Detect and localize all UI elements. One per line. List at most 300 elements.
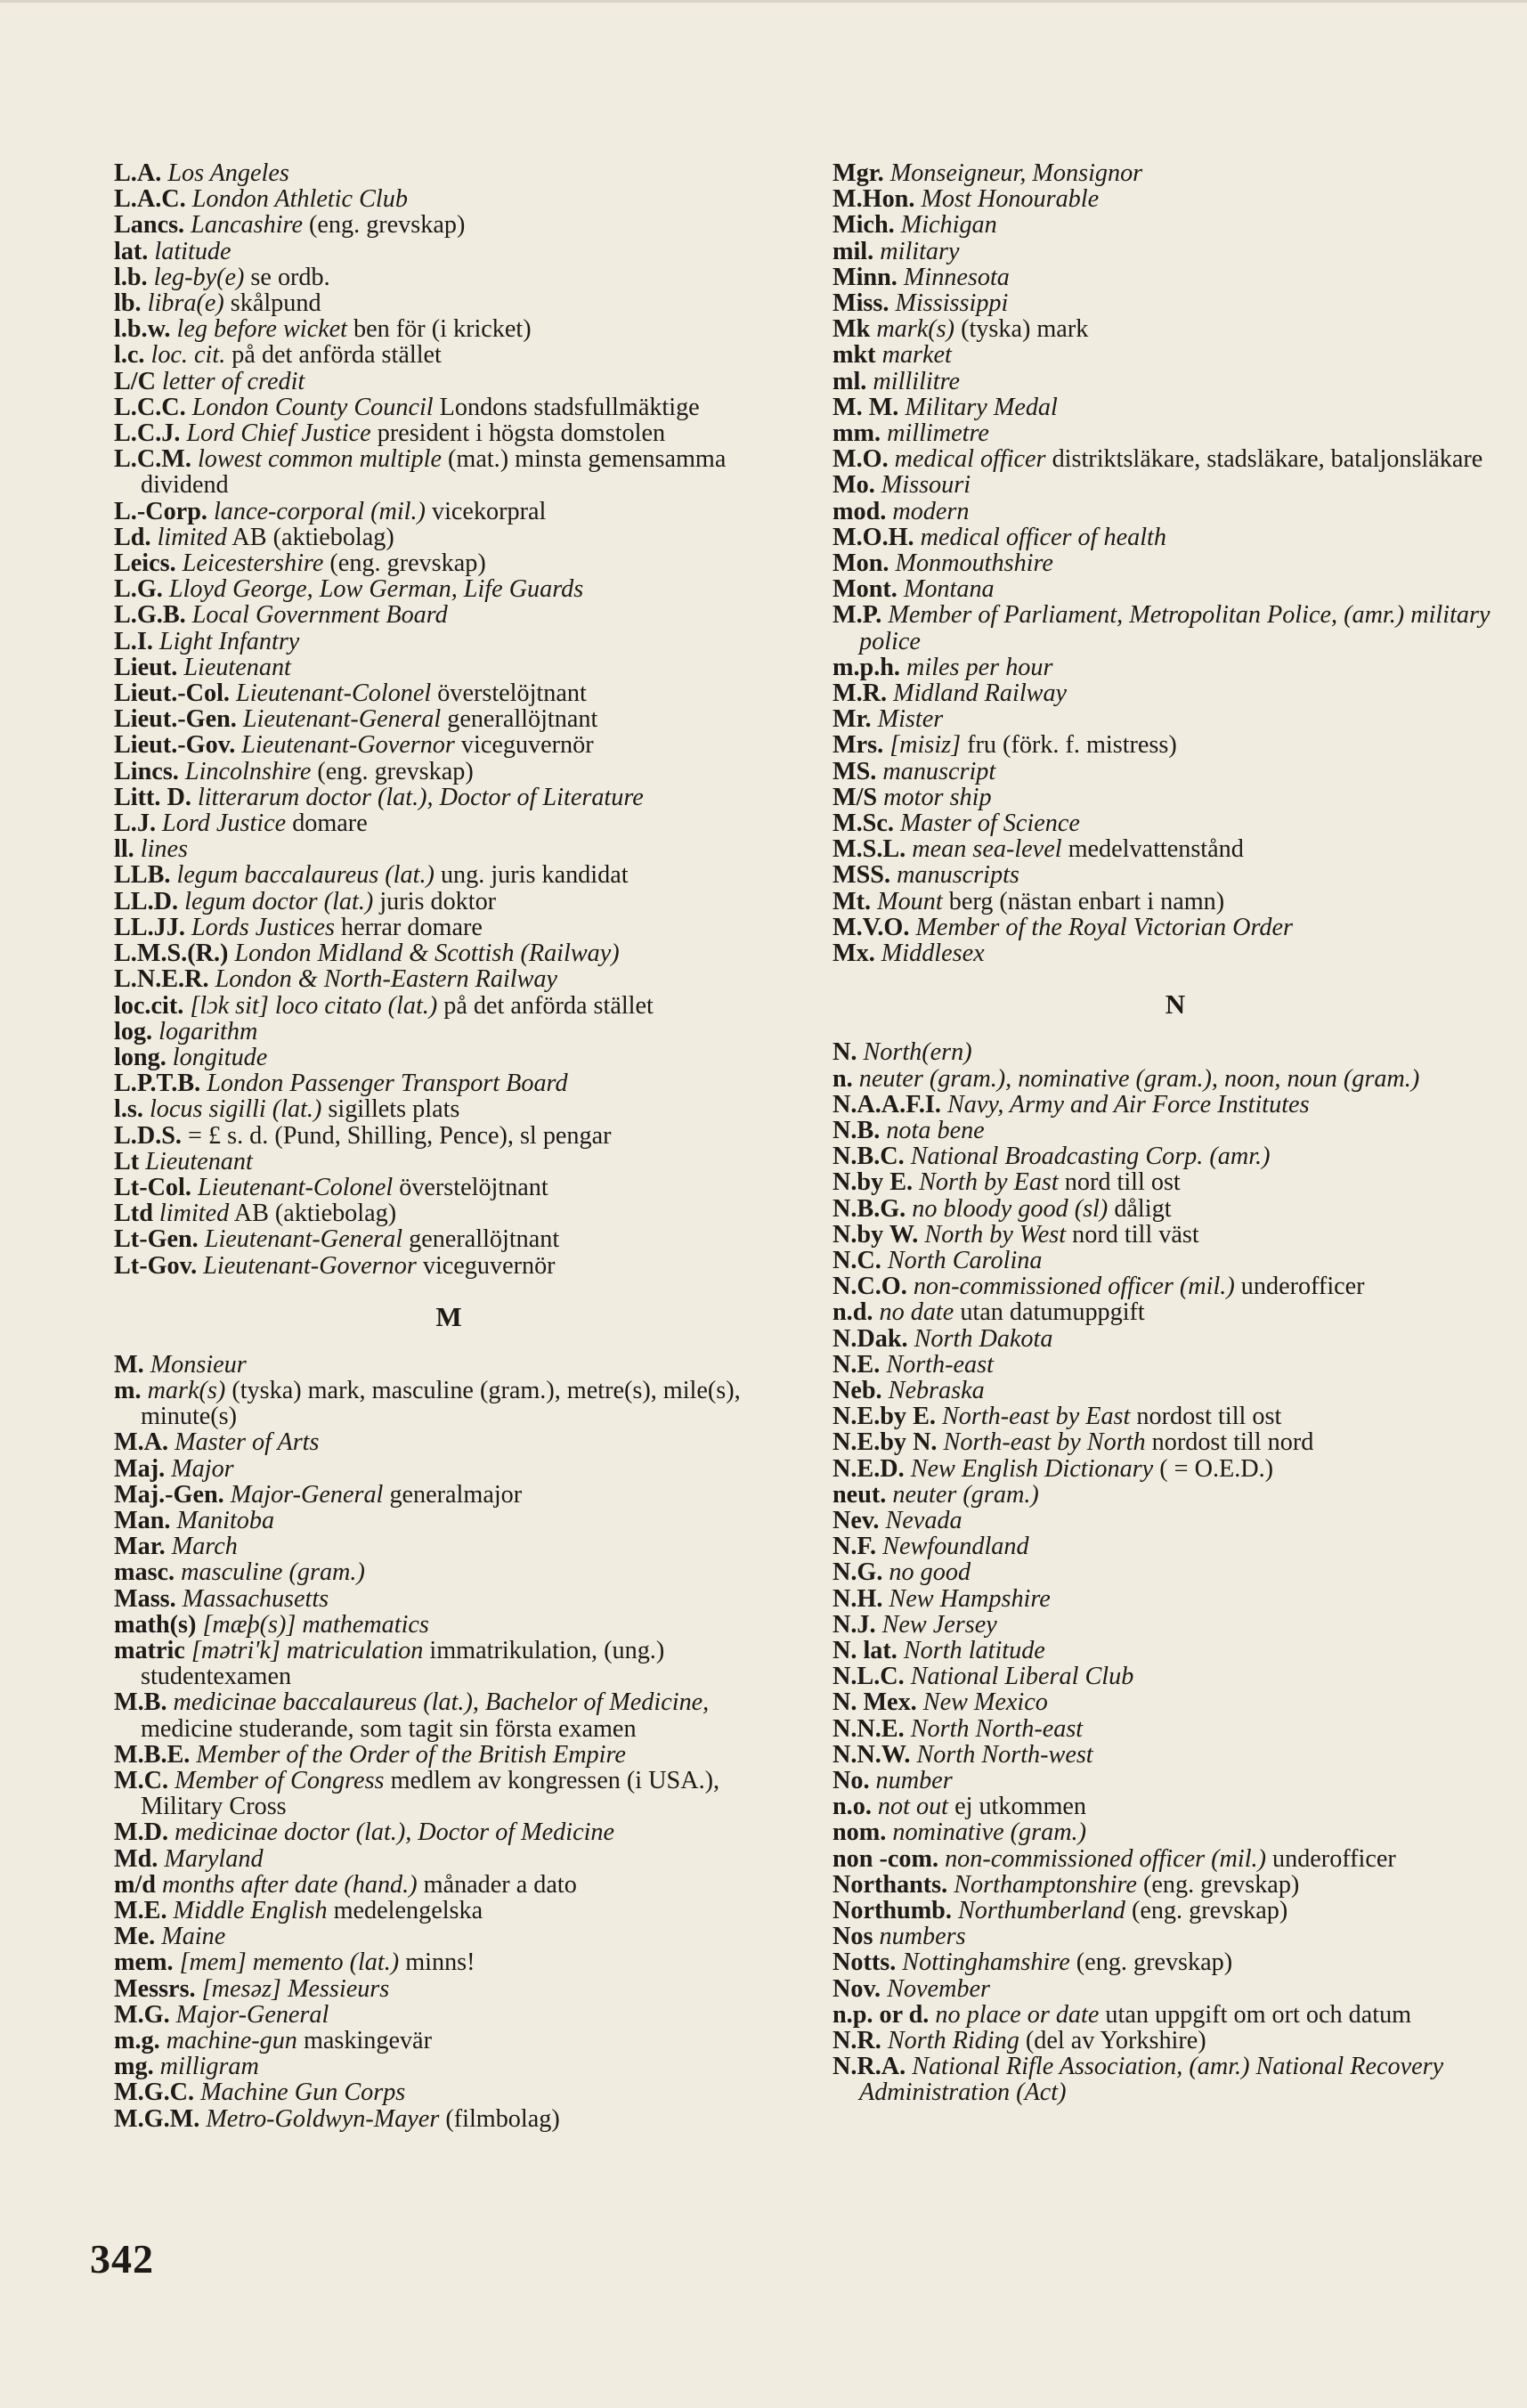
dictionary-entry: [833, 706, 1518, 732]
dictionary-entry: [833, 239, 1518, 264]
entry-definition: ej utkommen: [954, 1793, 1087, 1821]
entry-expansion: Missouri: [881, 471, 971, 500]
dictionary-entry: [114, 1378, 784, 1429]
entry-definition: ben för (i kricket): [353, 315, 532, 344]
dictionary-entry: [114, 1819, 784, 1845]
entry-expansion: Major-General: [230, 1480, 384, 1509]
entry-abbreviation: n.: [833, 1064, 853, 1093]
dictionary-entry: [114, 1253, 784, 1279]
entry-abbreviation: mg.: [114, 2053, 154, 2081]
entry-expansion: loc. cit.: [150, 341, 226, 370]
entry-abbreviation: Mo.: [833, 471, 875, 500]
dictionary-entry: [833, 785, 1518, 810]
entry-abbreviation: N.R.: [833, 2027, 881, 2055]
entry-expansion: Minnesota: [903, 263, 1010, 291]
entry-abbreviation: l.b.w.: [114, 315, 171, 344]
entry-expansion: neuter (gram.), nominative (gram.), noon, noun (gram.): [858, 1064, 1420, 1093]
entry-expansion: March: [171, 1533, 238, 1561]
entry-definition: (eng. grevskap): [1076, 1948, 1233, 1977]
entry-expansion: machine-gun: [166, 2027, 297, 2055]
dictionary-entry: [833, 1689, 1518, 1715]
entry-expansion: Master of Arts: [175, 1428, 320, 1457]
dictionary-entry: [833, 1586, 1518, 1612]
entry-definition: distriktsläkare, stadsläkare, bataljonsläkare: [1052, 445, 1483, 474]
dictionary-entry: [114, 1768, 784, 1819]
entry-definition: nord till ost: [1064, 1168, 1181, 1197]
entry-definition: månader a dato: [423, 1870, 577, 1899]
entry-abbreviation: lat.: [114, 237, 149, 265]
entry-expansion: leg before wicket: [176, 315, 347, 344]
dictionary-entry: [833, 2054, 1518, 2105]
entry-abbreviation: N.E.by E.: [833, 1403, 936, 1431]
entry-abbreviation: Nev.: [833, 1506, 880, 1534]
dictionary-entry: [833, 1976, 1518, 2002]
entry-definition: vicekorpral: [432, 497, 547, 525]
entry-expansion: limited: [158, 1200, 230, 1228]
entry-abbreviation: N.J.: [833, 1610, 876, 1639]
entry-abbreviation: L.I.: [114, 627, 153, 655]
entry-abbreviation: M.G.C.: [114, 2079, 195, 2107]
entry-abbreviation: Lieut.-Gov.: [114, 731, 236, 760]
dictionary-entry: [114, 2106, 784, 2132]
entry-expansion: lance-corporal (mil.): [213, 497, 426, 525]
dictionary-entry: [833, 1456, 1518, 1482]
dictionary-entry: [114, 1070, 784, 1096]
dictionary-entry: [833, 186, 1518, 212]
entry-expansion: [misiz]: [889, 731, 962, 760]
dictionary-entry: [114, 655, 784, 680]
dictionary-entry: [833, 1118, 1518, 1143]
entry-abbreviation: ml.: [833, 367, 867, 395]
entry-expansion: numbers: [879, 1923, 966, 1951]
dictionary-entry: [114, 2079, 784, 2105]
dictionary-entry: [114, 186, 784, 212]
entry-expansion: North Dakota: [914, 1324, 1053, 1353]
dictionary-entry: [833, 602, 1518, 654]
entry-definition: (eng. grevskap): [329, 549, 486, 578]
entry-abbreviation: non -com.: [833, 1844, 939, 1873]
dictionary-entry: [833, 1612, 1518, 1638]
entry-abbreviation: n.p. or d.: [833, 2000, 930, 2029]
entry-abbreviation: M.E.: [114, 1897, 167, 1924]
dictionary-entry: [114, 1508, 784, 1533]
entry-expansion: Northamptonshire: [954, 1870, 1137, 1899]
dictionary-entry: [114, 316, 784, 342]
dictionary-entry: [114, 290, 784, 316]
entry-abbreviation: m.p.h.: [833, 653, 900, 681]
entry-expansion: litterarum doctor (lat.), Doctor of Literature: [197, 783, 644, 811]
dictionary-entry: [833, 836, 1518, 862]
entry-definition: utan datumuppgift: [960, 1298, 1145, 1327]
entry-abbreviation: L.C.C.: [114, 393, 186, 421]
section-heading: M: [435, 1300, 462, 1332]
entry-definition: nordost till nord: [1151, 1428, 1314, 1457]
dictionary-entry: [833, 732, 1518, 758]
entry-abbreviation: N. Mex.: [833, 1688, 917, 1717]
dictionary-entry: [114, 2002, 784, 2028]
entry-abbreviation: M.G.M.: [114, 2104, 200, 2133]
entry-expansion: Major: [171, 1454, 234, 1483]
entry-expansion: manuscripts: [897, 861, 1019, 890]
entry-expansion: Member of the Order of the British Empire: [196, 1740, 626, 1769]
entry-abbreviation: long.: [114, 1043, 167, 1071]
entry-definition: viceguvernör: [460, 731, 594, 760]
entry-expansion: legum doctor (lat.): [184, 887, 374, 915]
entry-expansion: Lieutenant: [183, 653, 291, 681]
entry-expansion: North latitude: [903, 1636, 1045, 1664]
entry-definition: nord till väst: [1072, 1220, 1199, 1249]
entry-expansion: latitude: [154, 237, 231, 265]
dictionary-entry: [833, 655, 1518, 680]
entry-abbreviation: Maj.: [114, 1454, 166, 1483]
entry-abbreviation: l.b.: [114, 263, 148, 291]
entry-abbreviation: N.N.W.: [833, 1740, 911, 1769]
entry-abbreviation: L.A.C.: [114, 185, 186, 214]
entry-expansion: Leicestershire: [182, 549, 324, 578]
section-heading: N: [1165, 988, 1186, 1021]
entry-abbreviation: L.-Corp.: [114, 497, 207, 525]
dictionary-entry: [833, 1378, 1518, 1403]
entry-abbreviation: Lieut.: [114, 653, 178, 681]
dictionary-entry: [114, 1846, 784, 1872]
entry-expansion: Lancashire: [191, 211, 303, 240]
entry-expansion: military: [880, 237, 960, 265]
entry-abbreviation: N.C.O.: [833, 1273, 907, 1301]
dictionary-entry: [833, 1482, 1518, 1508]
dictionary-entry: [114, 1096, 784, 1122]
entry-abbreviation: M.Hon.: [833, 185, 915, 214]
entry-definition: medlem av kongressen (i USA.), Military Cross: [141, 1766, 720, 1821]
entry-expansion: London Passenger Transport Board: [207, 1070, 568, 1098]
dictionary-entry: [833, 1299, 1518, 1325]
dictionary-entry: [833, 1924, 1518, 1949]
entry-expansion: [mem] memento (lat.): [179, 1948, 400, 1977]
entry-abbreviation: Mgr.: [833, 159, 884, 187]
dictionary-entry: [833, 1533, 1518, 1559]
entry-abbreviation: Mk: [833, 315, 871, 344]
dictionary-entry: [114, 1949, 784, 1975]
entry-expansion: Nevada: [885, 1506, 962, 1534]
entry-definition: sigillets plats: [328, 1095, 460, 1124]
dictionary-entry: [833, 1846, 1518, 1872]
entry-expansion: North-east: [886, 1350, 994, 1379]
entry-abbreviation: Mt.: [833, 887, 872, 915]
entry-abbreviation: Notts.: [833, 1948, 897, 1977]
entry-abbreviation: Ltd: [114, 1200, 153, 1228]
dictionary-entry: [114, 993, 784, 1019]
entry-expansion: legum baccalaureus (lat.): [176, 861, 435, 890]
entry-expansion: masculine (gram.): [181, 1558, 365, 1587]
dictionary-entry: [114, 1045, 784, 1070]
dictionary-entry: [833, 1742, 1518, 1768]
entry-abbreviation: L.C.M.: [114, 445, 191, 474]
entry-abbreviation: masc.: [114, 1558, 175, 1587]
dictionary-entry: [833, 940, 1518, 966]
entry-abbreviation: N. lat.: [833, 1636, 898, 1664]
dictionary-entry: [833, 862, 1518, 888]
dictionary-entry: [833, 212, 1518, 238]
entry-expansion: Manitoba: [176, 1506, 275, 1534]
dictionary-entry: [114, 395, 784, 420]
entry-expansion: no good: [889, 1558, 971, 1587]
entry-abbreviation: N.R.A.: [833, 2053, 906, 2081]
entry-expansion: [mæþ(s)] mathematics: [202, 1610, 429, 1639]
page-number: 342: [90, 2236, 154, 2282]
entry-definition: berg (nästan enbart i namn): [948, 887, 1225, 915]
entry-definition: AB (aktiebolag): [233, 1200, 397, 1228]
entry-definition: medelvattenstånd: [1068, 835, 1244, 864]
entry-definition: utan uppgift om ort och datum: [1105, 2000, 1412, 2029]
entry-expansion: no bloody good (sl): [912, 1194, 1109, 1223]
entry-abbreviation: n.o.: [833, 1793, 872, 1821]
dictionary-entry: [833, 369, 1518, 395]
entry-definition: minns!: [405, 1948, 475, 1977]
entry-expansion: miles per hour: [906, 653, 1053, 681]
dictionary-entry: [114, 915, 784, 940]
dictionary-entry: [114, 1533, 784, 1559]
dictionary-entry: [114, 239, 784, 264]
entry-expansion: London County Council: [191, 393, 434, 421]
entry-expansion: Member of the Royal Victorian Order: [915, 913, 1293, 941]
dictionary-entry: [833, 1898, 1518, 1924]
dictionary-entry: [114, 1456, 784, 1482]
dictionary-entry: [833, 290, 1518, 316]
entry-abbreviation: log.: [114, 1017, 153, 1045]
entry-definition: överstelöjtnant: [437, 679, 587, 708]
dictionary-entry: [114, 1638, 784, 1689]
dictionary-entry: [833, 446, 1518, 472]
entry-expansion: lines: [140, 835, 189, 864]
entry-expansion: November: [887, 1974, 990, 2003]
dictionary-entry: [833, 499, 1518, 525]
dictionary-entry: [833, 472, 1518, 498]
dictionary-entry: [114, 212, 784, 238]
dictionary-entry: [114, 1898, 784, 1924]
entry-expansion: medicinae baccalaureus (lat.), Bachelor of Medicine,: [173, 1688, 710, 1717]
entry-expansion: [mətri'k] matriculation: [191, 1636, 424, 1664]
entry-expansion: letter of credit: [162, 367, 305, 395]
dictionary-entry: [114, 342, 784, 368]
dictionary-entry: [114, 1612, 784, 1638]
entry-expansion: medicinae doctor (lat.), Doctor of Medicine: [175, 1818, 615, 1847]
dictionary-entry: [114, 862, 784, 888]
entry-abbreviation: Ld.: [114, 523, 151, 551]
dictionary-entry: [114, 1742, 784, 1768]
dictionary-entry: [833, 1716, 1518, 1742]
dictionary-entry: [114, 1149, 784, 1175]
dictionary-entry: [833, 759, 1518, 785]
entry-abbreviation: LL.JJ.: [114, 913, 185, 941]
dictionary-entry: [114, 732, 784, 758]
entry-expansion: New English Dictionary: [910, 1454, 1154, 1483]
dictionary-entry: [114, 940, 784, 966]
entry-abbreviation: Mx.: [833, 940, 875, 968]
dictionary-entry: [833, 889, 1518, 915]
entry-expansion: Lloyd George, Low German, Life Guards: [168, 575, 584, 604]
dictionary-entry: [833, 1794, 1518, 1819]
dictionary-entry: [114, 525, 784, 550]
entry-expansion: Local Government Board: [191, 601, 448, 630]
entry-definition: herrar domare: [341, 913, 483, 941]
entry-definition: ( = O.E.D.): [1159, 1454, 1274, 1483]
entry-abbreviation: Northumb.: [833, 1897, 952, 1924]
entry-abbreviation: Man.: [114, 1506, 171, 1534]
entry-abbreviation: L.G.B.: [114, 601, 186, 630]
entry-abbreviation: nom.: [833, 1818, 887, 1847]
entry-definition: dåligt: [1114, 1194, 1172, 1223]
entry-definition: domare: [292, 809, 368, 838]
entry-abbreviation: N.B.: [833, 1116, 881, 1144]
entry-abbreviation: loc.cit.: [114, 991, 184, 1020]
entry-abbreviation: N.N.E.: [833, 1714, 905, 1743]
entry-definition: president i högsta domstolen: [377, 419, 666, 448]
entry-abbreviation: m.g.: [114, 2027, 160, 2055]
entry-abbreviation: M. M.: [833, 393, 899, 421]
dictionary-entry: [833, 1429, 1518, 1455]
entry-expansion: London Athletic Club: [191, 185, 408, 214]
entry-expansion: lowest common multiple: [197, 445, 442, 474]
entry-abbreviation: N.: [833, 1038, 857, 1067]
entry-expansion: Major-General: [175, 2000, 329, 2029]
entry-expansion: limited: [157, 523, 227, 551]
entry-definition: generallöjtnant: [409, 1225, 560, 1254]
entry-expansion: Lieutenant-Governor: [203, 1251, 417, 1280]
entry-abbreviation: Litt. D.: [114, 783, 191, 811]
entry-expansion: Maryland: [164, 1844, 264, 1873]
dictionary-entry: [114, 264, 784, 290]
entry-expansion: Lincolnshire: [184, 757, 312, 785]
dictionary-entry: [114, 889, 784, 915]
entry-abbreviation: mm.: [833, 419, 881, 448]
dictionary-entry: [114, 1226, 784, 1252]
entry-expansion: Member of Parliament, Metropolitan Police, (amr.) military police: [859, 601, 1490, 655]
entry-abbreviation: M.B.: [114, 1688, 167, 1717]
entry-abbreviation: L.D.S.: [114, 1121, 182, 1150]
entry-abbreviation: M.Sc.: [833, 809, 894, 838]
entry-abbreviation: mod.: [833, 497, 887, 525]
entry-definition: generallöjtnant: [447, 705, 598, 734]
entry-abbreviation: L.A.: [114, 159, 162, 187]
entry-abbreviation: MS.: [833, 757, 877, 785]
entry-expansion: Lord Justice: [162, 809, 287, 838]
entry-expansion: Navy, Army and Air Force Institutes: [946, 1090, 1310, 1119]
entry-abbreviation: M.O.H.: [833, 523, 914, 551]
entry-expansion: no date: [879, 1298, 954, 1327]
entry-definition: ung. juris kandidat: [440, 861, 629, 890]
dictionary-entry: [833, 2002, 1518, 2028]
dictionary-entry: [114, 785, 784, 810]
entry-expansion: no place or date: [935, 2000, 1100, 2029]
dictionary-entry: [114, 1976, 784, 2002]
dictionary-entry: [833, 420, 1518, 446]
entry-expansion: medical officer: [894, 445, 1046, 474]
dictionary-entry: [114, 602, 784, 628]
entry-abbreviation: LLB.: [114, 861, 171, 890]
entry-expansion: [mesəz] Messieurs: [201, 1974, 390, 2003]
dictionary-entry: [833, 395, 1518, 420]
dictionary-entry: [833, 1273, 1518, 1299]
dictionary-entry: [114, 810, 784, 836]
dictionary-entry: [833, 264, 1518, 290]
entry-expansion: Light Infantry: [158, 627, 300, 655]
dictionary-entry: [114, 1019, 784, 1045]
dictionary-entry: [114, 1872, 784, 1898]
dictionary-entry: [114, 1482, 784, 1508]
dictionary-entry: [114, 1123, 784, 1149]
entry-abbreviation: L.C.J.: [114, 419, 181, 448]
entry-abbreviation: M.G.: [114, 2000, 170, 2029]
entry-expansion: Machine Gun Corps: [200, 2079, 406, 2107]
dictionary-entry: [114, 420, 784, 446]
entry-definition: (eng. grevskap): [309, 211, 466, 240]
entry-definition: maskingevär: [303, 2027, 432, 2055]
entry-definition: överstelöjtnant: [399, 1173, 548, 1201]
dictionary-entry: [114, 2028, 784, 2054]
entry-abbreviation: L.G.: [114, 575, 163, 604]
dictionary-entry: [114, 2054, 784, 2079]
dictionary-entry: [833, 1039, 1518, 1065]
entry-abbreviation: Nos: [833, 1923, 873, 1951]
dictionary-entry: [833, 2028, 1518, 2054]
entry-expansion: Middle English: [173, 1897, 328, 1924]
entry-abbreviation: N.B.G.: [833, 1194, 906, 1223]
entry-abbreviation: M.R.: [833, 679, 888, 708]
entry-definition: generalmajor: [389, 1480, 523, 1509]
entry-abbreviation: Md.: [114, 1844, 158, 1873]
entry-definition: skålpund: [230, 289, 321, 318]
dictionary-entry: [114, 550, 784, 576]
entry-abbreviation: M.: [114, 1350, 144, 1379]
dictionary-entry: [114, 1175, 784, 1200]
entry-abbreviation: M.C.: [114, 1766, 169, 1794]
dictionary-entry: [114, 706, 784, 732]
entry-abbreviation: Lt: [114, 1147, 140, 1176]
entry-definition: medicine studerande, som tagit sin första examen: [141, 1714, 637, 1743]
dictionary-entry: [833, 1638, 1518, 1664]
dictionary-entry: [833, 1196, 1518, 1222]
entry-expansion: New Hampshire: [889, 1584, 1051, 1613]
entry-expansion: Newfoundland: [882, 1533, 1029, 1561]
entry-expansion: North North-west: [916, 1740, 1093, 1769]
entry-abbreviation: mem.: [114, 1948, 174, 1977]
page-edge: [0, 0, 1527, 3]
entry-abbreviation: N.E.by N.: [833, 1428, 938, 1457]
entry-abbreviation: Maj.-Gen.: [114, 1480, 224, 1509]
entry-expansion: North(ern): [863, 1038, 972, 1067]
dictionary-entry: [114, 1352, 784, 1378]
entry-expansion: logarithm: [158, 1017, 258, 1045]
entry-abbreviation: M.A.: [114, 1428, 169, 1457]
entry-expansion: neuter (gram.): [892, 1480, 1039, 1509]
entry-expansion: National Broadcasting Corp. (amr.): [910, 1143, 1271, 1171]
entry-abbreviation: Mr.: [833, 705, 872, 734]
entry-abbreviation: n.d.: [833, 1298, 873, 1327]
entry-expansion: number: [875, 1766, 953, 1794]
entry-expansion: Lieutenant-General: [204, 1225, 403, 1254]
entry-abbreviation: N.E.: [833, 1350, 881, 1379]
entry-abbreviation: Mass.: [114, 1584, 176, 1613]
entry-expansion: Los Angeles: [167, 159, 289, 187]
entry-expansion: Nottinghamshire: [902, 1948, 1070, 1977]
entry-definition: på det anförda stället: [443, 991, 654, 1020]
entry-abbreviation: Lt-Gov.: [114, 1251, 198, 1280]
entry-expansion: non-commissioned officer (mil.): [945, 1844, 1266, 1873]
dictionary-entry: [833, 342, 1518, 368]
dictionary-entry: [833, 915, 1518, 940]
dictionary-entry: [114, 1559, 784, 1585]
entry-abbreviation: Neb.: [833, 1376, 882, 1404]
entry-abbreviation: Mont.: [833, 575, 898, 604]
